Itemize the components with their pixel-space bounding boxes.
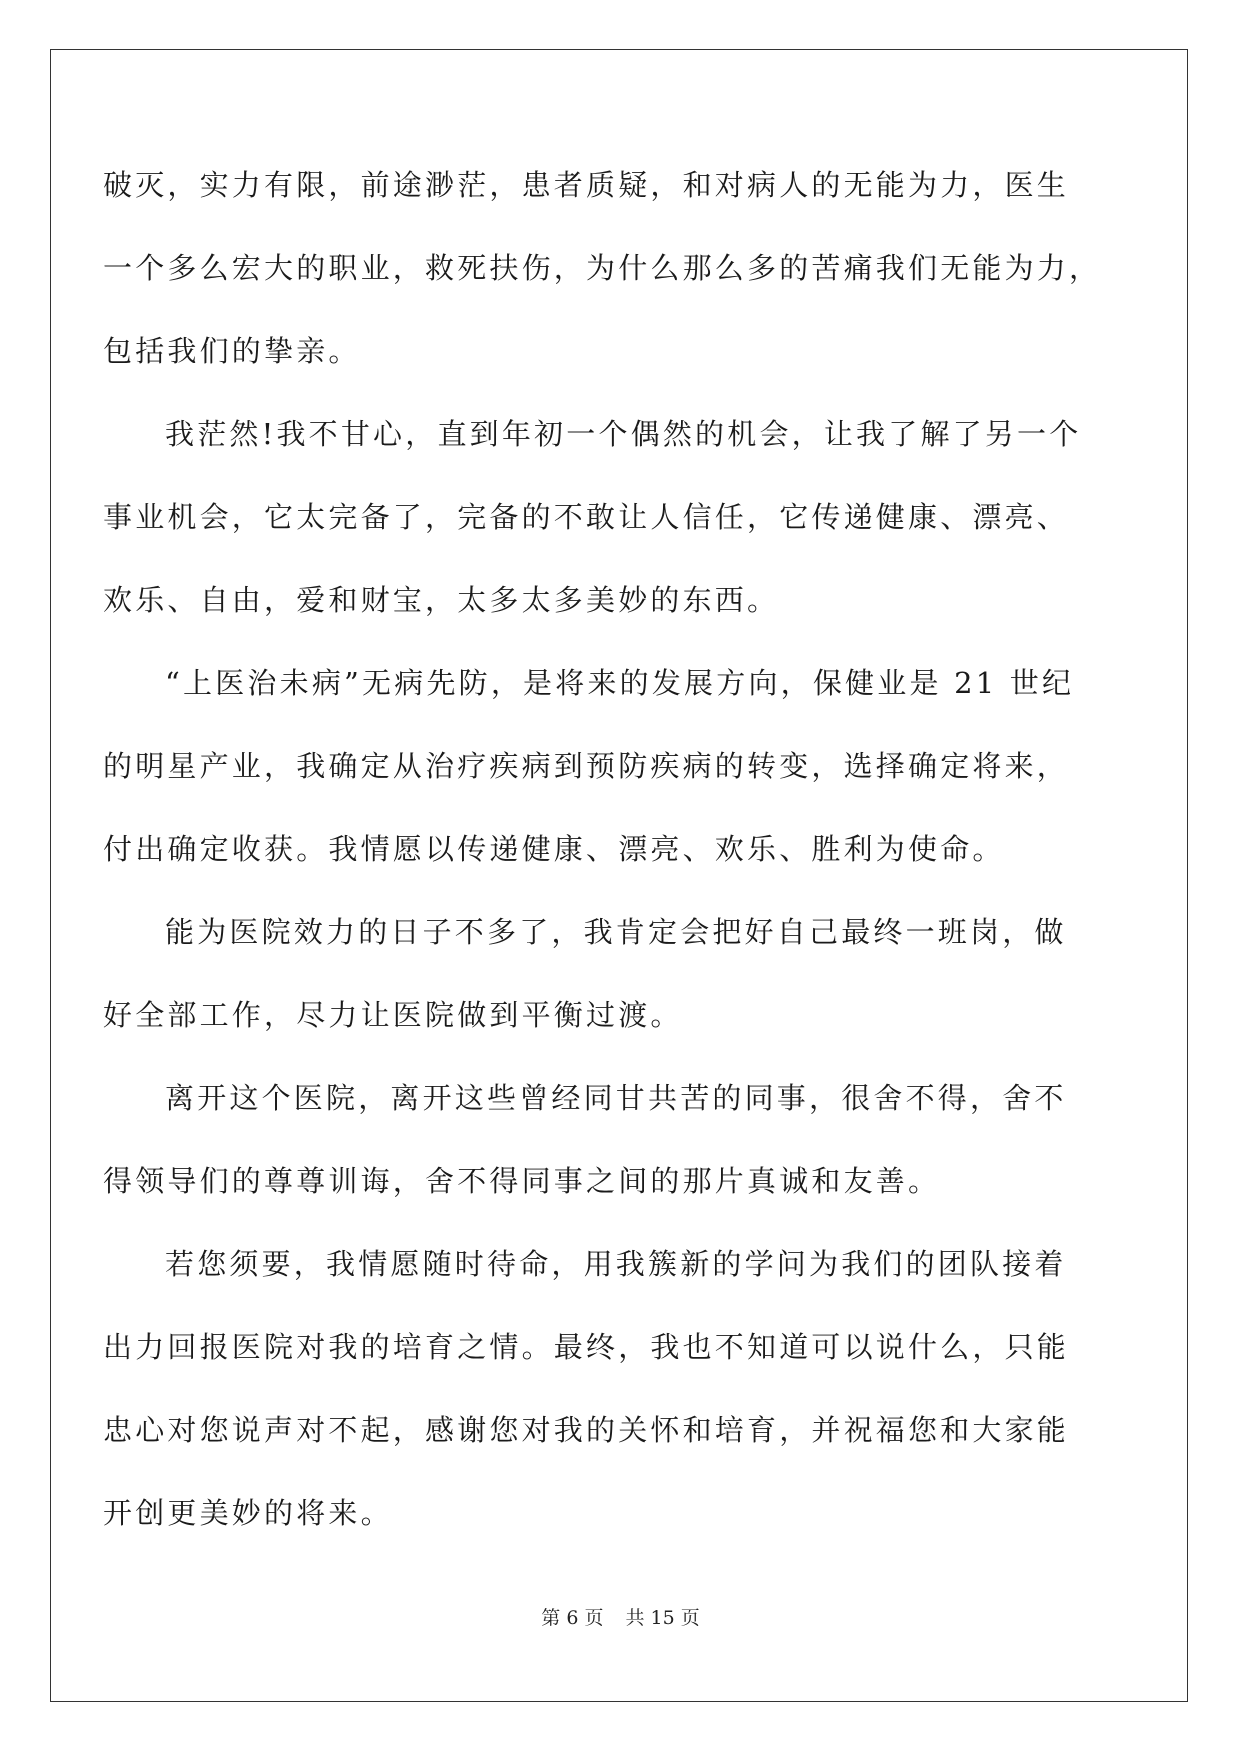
text-line: 付出确定收获。我情愿以传递健康、漂亮、欢乐、胜利为使命。	[103, 832, 1005, 866]
paragraph-first-line: 能为医院效力的日子不多了，我肯定会把好自己最终一班岗，做	[165, 915, 1067, 949]
text-line: 一个多么宏大的职业，救死扶伤，为什么那么多的苦痛我们无能为力，	[103, 251, 1102, 285]
paragraph-first-line: 离开这个医院，离开这些曾经同甘共苦的同事，很舍不得，舍不	[165, 1081, 1067, 1115]
text-line: 的明星产业，我确定从治疗疾病到预防疾病的转变，选择确定将来，	[103, 749, 1070, 783]
page-footer	[0, 1603, 1241, 1630]
text-line: 得领导们的尊尊训诲，舍不得同事之间的那片真诚和友善。	[103, 1164, 941, 1198]
text-line: 好全部工作，尽力让医院做到平衡过渡。	[103, 998, 683, 1032]
text-line: 欢乐、自由，爱和财宝，太多太多美妙的东西。	[103, 583, 780, 617]
text-line: 事业机会，它太完备了，完备的不敢让人信任，它传递健康、漂亮、	[103, 500, 1070, 534]
text-line: 包括我们的挚亲。	[103, 334, 361, 368]
paragraph-first-line: 若您须要，我情愿随时待命，用我簇新的学问为我们的团队接着	[165, 1247, 1067, 1281]
total-page-count: 共 15 页	[625, 1607, 700, 1629]
document-body	[103, 144, 1123, 1555]
paragraph-first-line: “上医治未病”无病先防，是将来的发展方向，保健业是 21 世纪	[165, 666, 1075, 700]
paragraph-first-line: 我茫然!我不甘心，直到年初一个偶然的机会，让我了解了另一个	[165, 417, 1082, 451]
text-line: 出力回报医院对我的培育之情。最终，我也不知道可以说什么，只能	[103, 1330, 1070, 1364]
text-line: 破灭，实力有限，前途渺茫，患者质疑，和对病人的无能为力，医生	[103, 168, 1070, 202]
text-line: 忠心对您说声对不起，感谢您对我的关怀和培育，并祝福您和大家能	[103, 1413, 1070, 1447]
text-line: 开创更美妙的将来。	[103, 1496, 393, 1530]
current-page-number: 第 6 页	[541, 1607, 604, 1629]
